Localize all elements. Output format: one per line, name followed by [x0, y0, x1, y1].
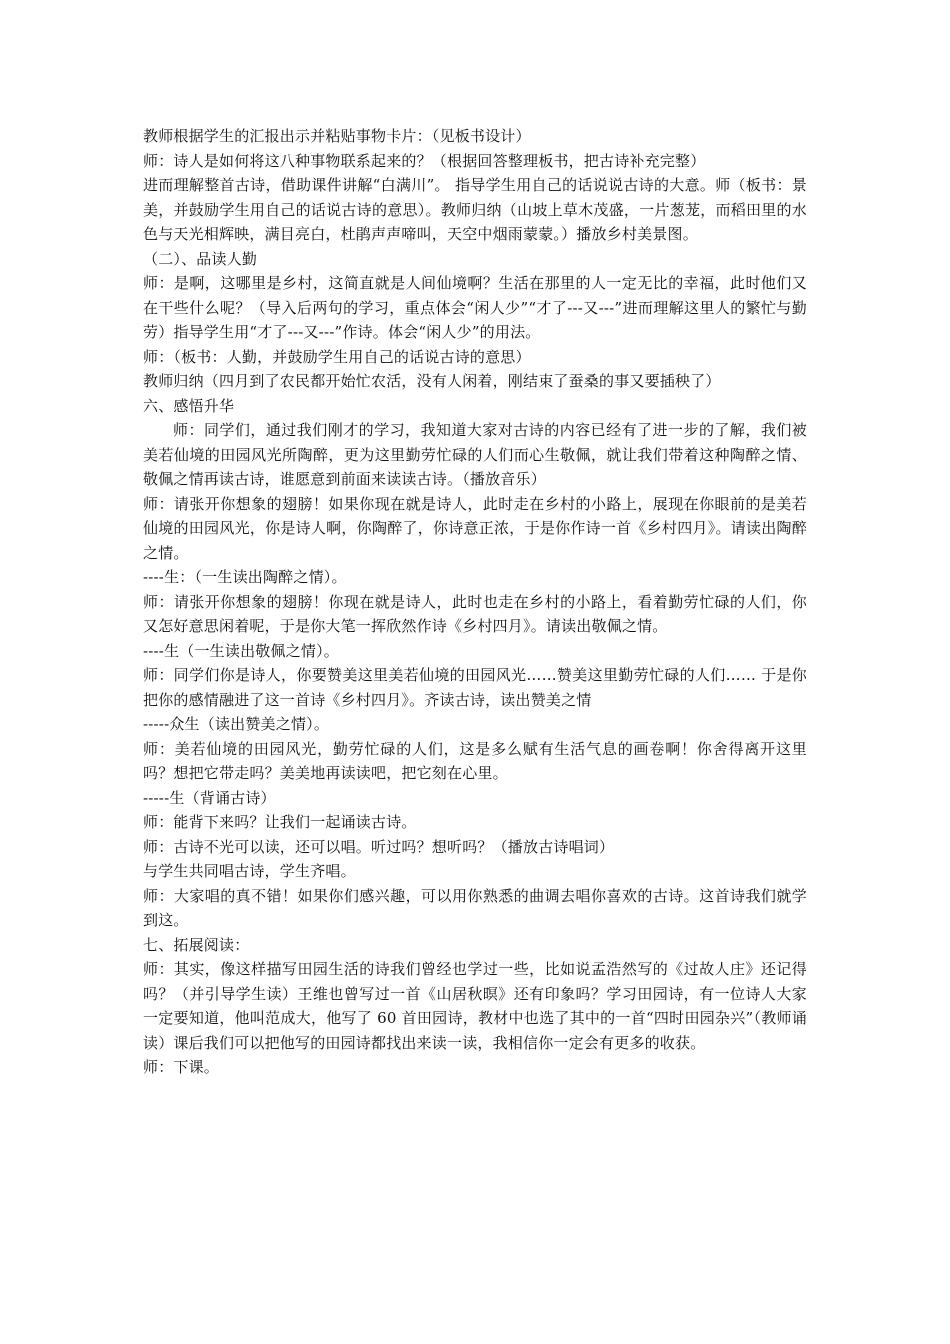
document-body	[143, 124, 807, 1080]
paragraph: 师：能背下来吗？让我们一起诵读古诗。	[143, 813, 417, 831]
paragraph: 教师归纳（四月到了农民都开始忙农活，没有人闲着，刚结束了蚕桑的事又要插秧了）	[143, 372, 721, 390]
section-heading: （二）、品读人勤	[143, 249, 258, 268]
paragraph: 进而理解整首古诗，借助课件讲解“白满川”。 指导学生用自己的话说说古诗的大意。师（板书：景美，并鼓励学生用自己的话说古诗的意思）。教师归纳（山坡上草木茂盛，一片葱茏，而稻田里的水色与天光相辉映，满目亮白，杜鹃声声啼叫，天空中烟雨蒙蒙。）播放乡村美景图。	[143, 176, 807, 243]
paragraph: -----生（背诵古诗）	[143, 788, 276, 807]
paragraph: 师：美若仙境的田园风光，勤劳忙碌的人们，这是多么赋有生活气息的画卷啊！你舍得离开这里吗？想把它带走吗？美美地再读读吧，把它刻在心里。	[143, 739, 807, 782]
paragraph: 与学生共同唱古诗，学生齐唱。	[143, 862, 356, 880]
paragraph: ----生：（一生读出陶醉之情）。	[143, 568, 347, 586]
paragraph: ----生（一生读出敬佩之情）。	[143, 641, 339, 660]
paragraph: 师：请张开你想象的翅膀！如果你现在就是诗人，此时走在乡村的小路上，展现在你眼前的是美若仙境的田园风光，你是诗人啊，你陶醉了，你诗意正浓，于是你作诗一首《乡村四月》。请读出陶醉之情。	[143, 494, 807, 562]
paragraph: 师：下课。	[143, 1058, 220, 1076]
section-heading: 六、感悟升华	[143, 396, 235, 415]
section-heading: 七、拓展阅读：	[143, 935, 250, 954]
paragraph: 师：其实，像这样描写田园生活的诗我们曾经也学过一些，比如说孟浩然写的《过故人庄》还记得吗？（并引导学生读）王维也曾写过一首《山居秋暝》还有印象吗？学习田园诗，有一位诗人大家一定要知道，他叫范成大，他写了 60 首田园诗，教材中也选了其中的一首“四时田园杂兴”（教师诵读）课后我们可以把他写的田园诗都找出来读一读，我相信你一定会有更多的收获。	[143, 960, 807, 1052]
paragraph: 师：大家唱的真不错！如果你们感兴趣，可以用你熟悉的曲调去唱你喜欢的古诗。这首诗我们就学到这。	[143, 886, 807, 929]
paragraph: 师：诗人是如何将这八种事物联系起来的？（根据回答整理板书，把古诗补充完整）	[143, 151, 706, 170]
paragraph: 师：（板书：人勤，并鼓励学生用自己的话说古诗的意思）	[143, 347, 531, 366]
paragraph: 师：同学们你是诗人，你要赞美这里美若仙境的田园风光……赞美这里勤劳忙碌的人们…… 于是你把你的感情融进了这一首诗《乡村四月》。齐读古诗，读出赞美之情	[143, 666, 807, 709]
paragraph: 师：同学们，通过我们刚才的学习，我知道大家对古诗的内容已经有了进一步的了解，我们被美若仙境的田园风光所陶醉，更为这里勤劳忙碌的人们而心生敬佩，就让我们带着这种陶醉之情、敬佩之情再读古诗，谁愿意到前面来读读古诗。（播放音乐）	[143, 421, 807, 488]
paragraph: 教师根据学生的汇报出示并粘贴事物卡片：（见板书设计）	[143, 127, 531, 145]
paragraph: 师：请张开你想象的翅膀！你现在就是诗人，此时也走在乡村的小路上，看着勤劳忙碌的人们，你又怎好意思闲着呢，于是你大笔一挥欣然作诗《乡村四月》。请读出敬佩之情。	[143, 592, 807, 635]
paragraph: 师：古诗不光可以读，还可以唱。听过吗？想听吗？（播放古诗唱词）	[143, 837, 615, 856]
paragraph: -----众生（读出赞美之情）。	[143, 715, 330, 733]
paragraph: 师：是啊，这哪里是乡村，这简直就是人间仙境啊？生活在那里的人一定无比的幸福，此时他们又在干些什么呢？（导入后两句的学习，重点体会“闲人少”“才了---又---”进而理解这里人的繁忙与勤劳）指导学生用“才了---又---”作诗。体会“闲人少”的用法。	[143, 274, 807, 341]
